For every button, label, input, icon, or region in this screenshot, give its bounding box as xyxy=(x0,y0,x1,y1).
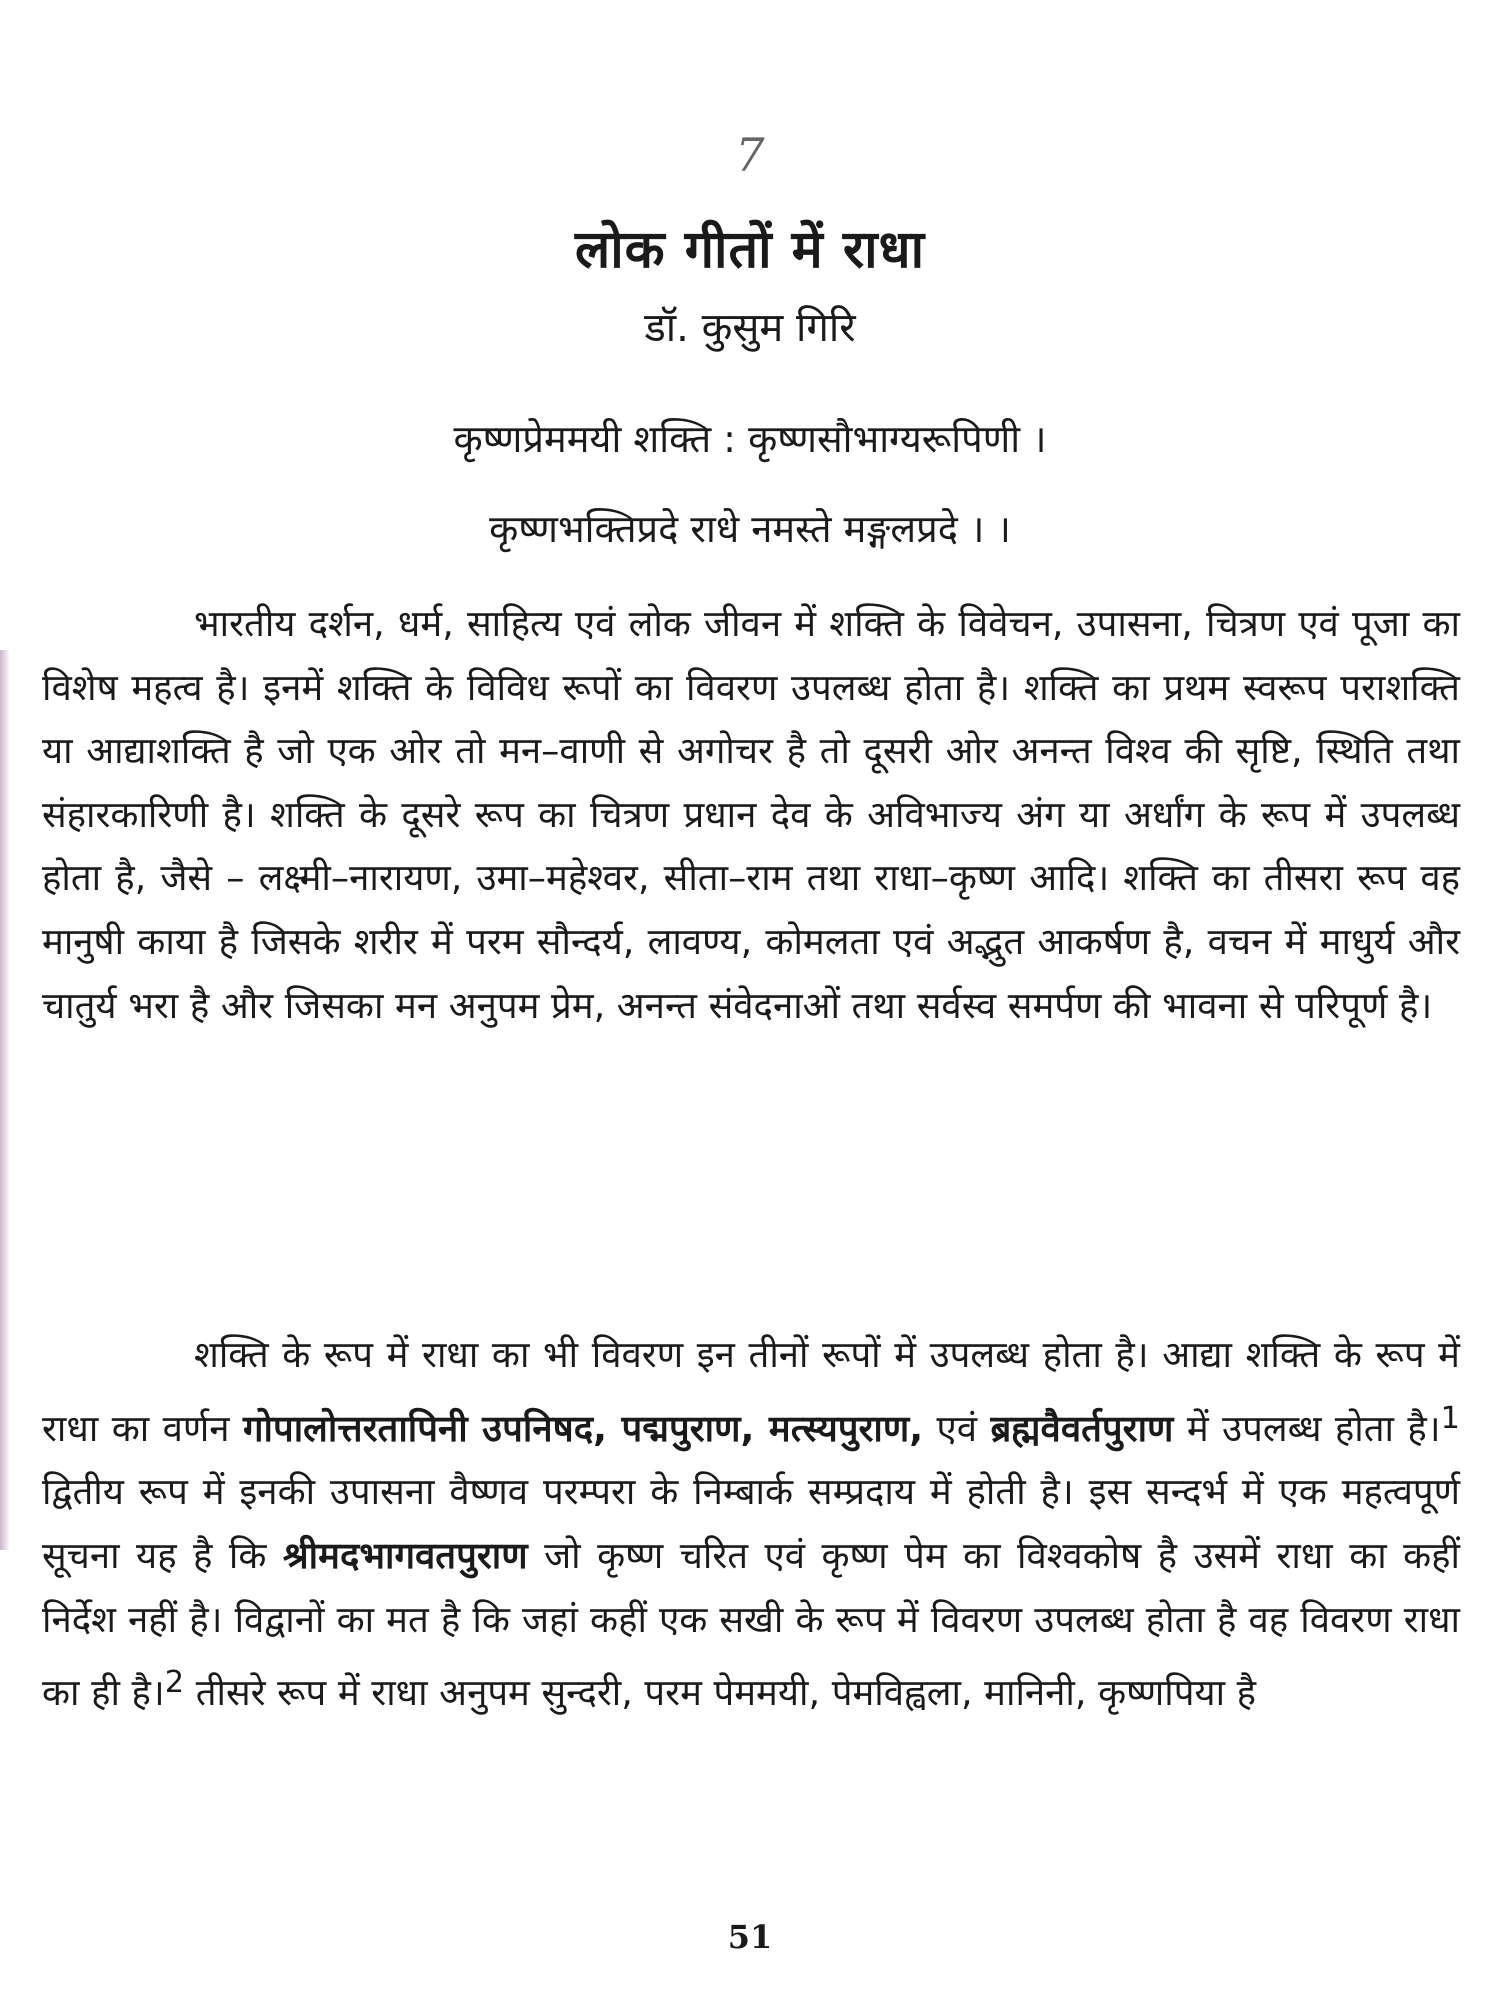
author-name: डॉ. कुसुम गिरि xyxy=(644,305,856,351)
bold-source-title: ब्रह्मवैवर्तपुराण xyxy=(990,1406,1174,1450)
body-paragraph-2 xyxy=(42,1323,1460,1725)
paragraph-text: भारतीय दर्शन, धर्म, साहित्य एवं लोक जीवन में शक्ति के विवेचन, उपासना, चित्रण एवं पूजा का विशेष महत्व है। इनमें शक्ति के विविध रूपों का विवरण उपलब्ध होता है। शक्ति का प्रथम स्वरूप पराशक्ति या आद्याशक्ति है जो एक ओर तो मन–वाणी से अगोचर है तो दूसरी ओर अनन्त विश्व की सृष्टि, स्थिति तथा संहारकारिणी है। शक्ति के दूसरे रूप का चित्रण प्रधान देव के अविभाज्य अंग या अर्धांग के रूप में उपलब्ध होता है, जैसे – लक्ष्मी–नारायण, उमा–महेश्वर, सीता–राम तथा राधा–कृष्ण आदि। शक्ति का तीसरा रूप वह मानुषी काया है जिसके शरीर में परम सौन्दर्य, लावण्य, कोमलता एवं अद्भुत आकर्षण है, वचन में माधुर्य और चातुर्य भरा है और जिसका मन अनुपम प्रेम, अनन्त संवेदनाओं तथा सर्वस्व समर्पण की भावना से परिपूर्ण है। xyxy=(42,602,1460,1027)
chapter-title: लोक गीतों में राधा xyxy=(574,220,926,280)
text-run: द्वितीय रूप में इनकी उपासना वैष्णव परम्परा के निम्बार्क सम्प्रदाय में होती है। इस सन्दर्भ में एक महत्वपूर्ण सूचना यह है कि xyxy=(42,1470,1460,1577)
paragraph-text xyxy=(42,1323,1460,1725)
footnote-marker: 2 xyxy=(164,1665,185,1701)
text-run: एवं xyxy=(923,1406,991,1450)
text-run: जो कृष्ण चरित एवं कृष्ण पेम का विश्वकोष है उसमें राधा का कहीं निर्देश नहीं है। विद्वानों का मत है कि जहां कहीं एक सखी के रूप में विवरण उपलब्ध होता है वह विवरण राधा का ही है। xyxy=(42,1533,1461,1715)
text-run: में उपलब्ध होता है। xyxy=(1173,1406,1441,1450)
verse-line-1: कृष्णप्रेममयी शक्ति : कृष्णसौभाग्यरूपिणी । xyxy=(453,417,1047,461)
page-edge-shadow xyxy=(0,650,10,1550)
bold-source-title: श्रीमदभागवतपुराण xyxy=(282,1533,528,1577)
text-run: शक्ति के रूप में राधा का भी विवरण इन तीनों रूपों में उपलब्ध होता है। आद्या शक्ति के रूप में राधा का वर्णन xyxy=(42,1333,1460,1450)
footnote-marker: 1 xyxy=(1440,1400,1460,1436)
bold-source-title: गोपालोत्तरतापिनी उपनिषद, पद्मपुराण, मत्स्यपुराण, xyxy=(242,1406,924,1450)
body-paragraph-1 xyxy=(42,592,1460,1037)
page-number: 51 xyxy=(727,1918,773,1956)
text-run: तीसरे रूप में राधा अनुपम सुन्दरी, परम पेममयी, पेमविह्वला, मानिनी, कृष्णपिया है xyxy=(184,1671,1257,1715)
chapter-number: 7 xyxy=(735,128,765,182)
verse-line-2: कृष्णभक्तिप्रदे राधे नमस्ते मङ्गलप्रदे । । xyxy=(489,507,1011,551)
